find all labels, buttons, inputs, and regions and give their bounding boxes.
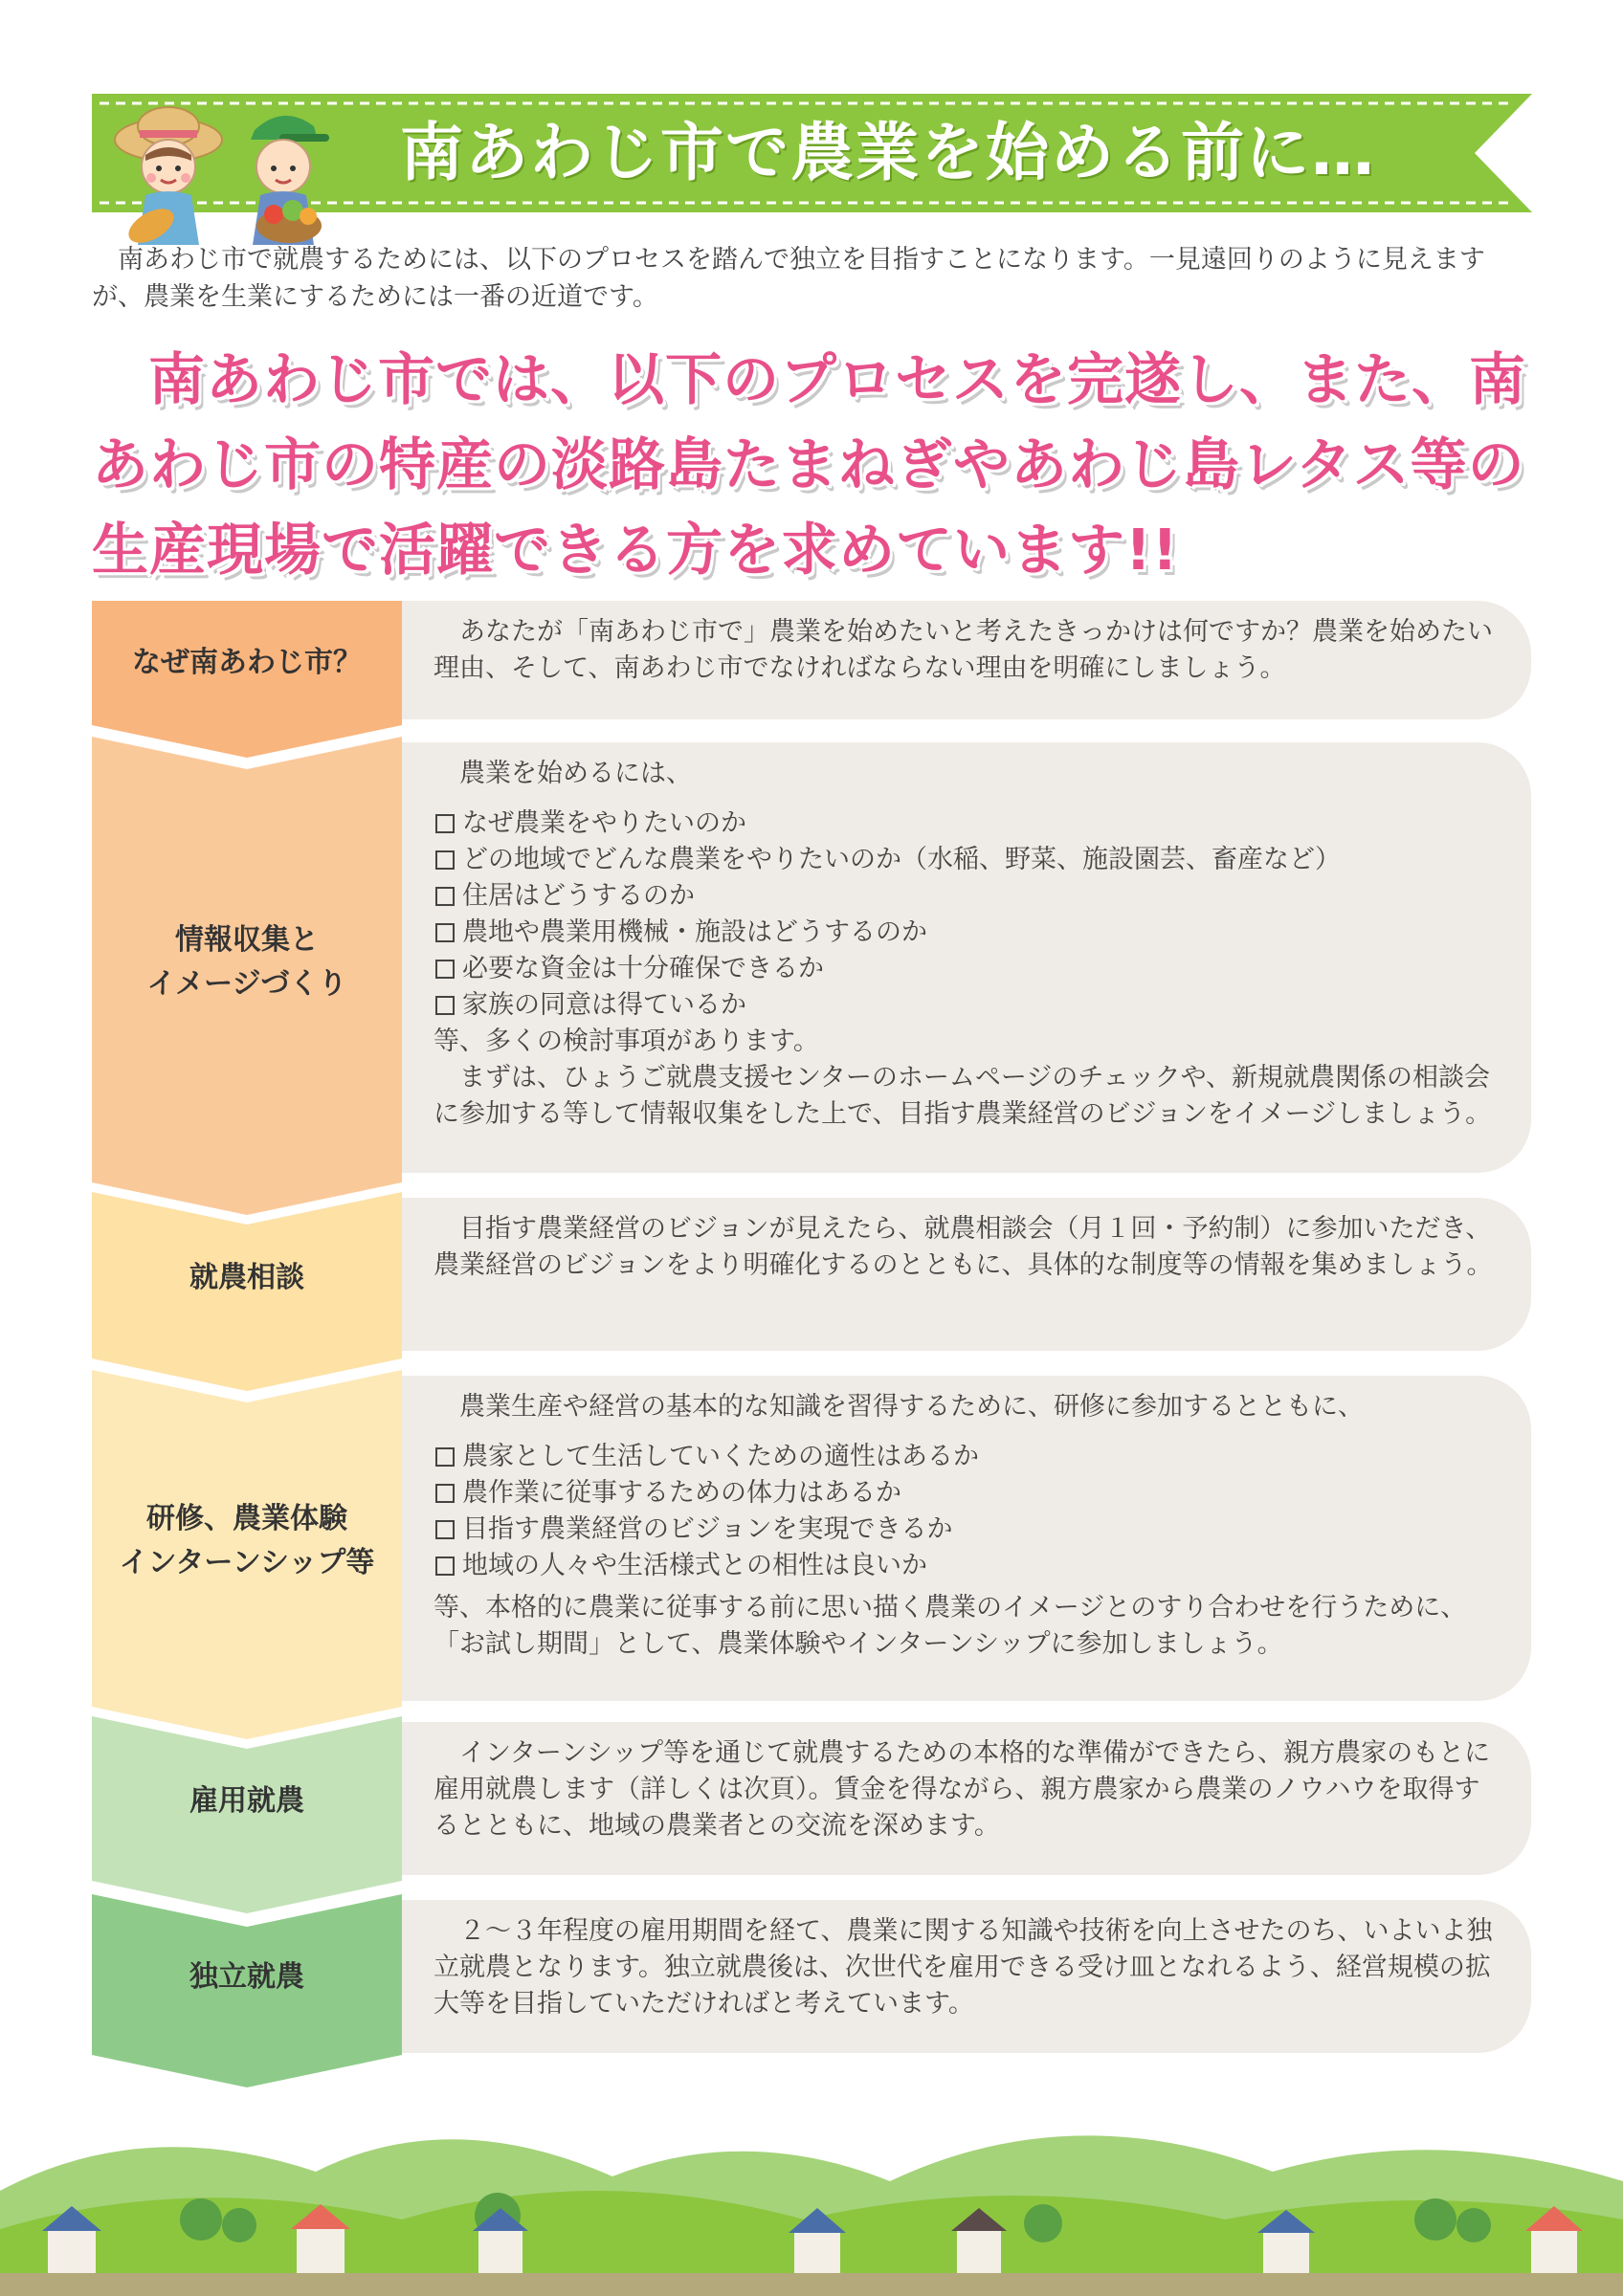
step-text: 目指す農業経営のビジョンが見えたら、就農相談会（月１回・予約制）に参加いただき、農業経営のビジョンをより明確化するのとともに、具体的な制度等の情報を集めましょう。 <box>434 1214 1493 1280</box>
header-banner <box>92 92 1532 214</box>
step-lead: 農業生産や経営の基本的な知識を習得するために、研修に参加するとともに、 <box>459 1392 1364 1422</box>
step-label-text: 情報収集と <box>174 923 319 957</box>
step-label-text: インターンシップ等 <box>119 1546 375 1579</box>
checklist-item: 住居はどうするのか <box>434 878 1497 915</box>
checkbox-icon <box>435 1447 455 1467</box>
step-label-1 <box>92 601 402 725</box>
checkbox-icon <box>435 1520 455 1539</box>
step-label-4 <box>92 1376 402 1707</box>
checkbox-icon <box>435 887 455 906</box>
step-label-6 <box>92 1900 402 2055</box>
step-label-text: なぜ南あわじ市？ <box>132 646 362 679</box>
step-text: ２～３年程度の雇用期間を経て、農業に関する知識や技術を向上させたのち、いよいよ独立就農となります。独立就農後は、次世代を雇用できる受け皿となれるよう、経営規模の拡大等を目指していただければと考えています。 <box>434 1916 1493 2019</box>
step-text: 等、多くの検討事項があります。 <box>434 1027 819 1056</box>
checklist-item: 農地や農業用機械・施設はどうするのか <box>434 915 1497 951</box>
step-box-3 <box>402 1198 1531 1351</box>
checkbox-icon <box>435 1556 455 1576</box>
checkbox-icon <box>435 923 455 942</box>
step-text: インターンシップ等を通じて就農するための本格的な準備ができたら、親方農家のもとに雇用就農します（詳しくは次頁）。賃金を得ながら、親方農家から農業のノウハウを取得するとともに、地域の農業者との交流を深めます。 <box>434 1738 1491 1841</box>
checkbox-icon <box>435 850 455 870</box>
step-box-5 <box>402 1722 1531 1875</box>
checklist-item: 家族の同意は得ているか <box>434 987 1497 1024</box>
countryside-landscape-illustration <box>0 2086 1623 2296</box>
step-label-text: 研修、農業体験 <box>145 1502 347 1535</box>
checklist-item: 農家として生活していくための適性はあるか <box>434 1439 1497 1475</box>
checkbox-icon <box>435 996 455 1015</box>
checklist-item: 農作業に従事するための体力はあるか <box>434 1475 1497 1512</box>
step-box-2 <box>402 742 1531 1173</box>
checkbox-icon <box>435 1484 455 1503</box>
step-label-5 <box>92 1722 402 1881</box>
checklist-item: なぜ農業をやりたいのか <box>434 806 1497 842</box>
step-box-1 <box>402 601 1531 719</box>
step-box-4 <box>402 1376 1531 1701</box>
page-title: 南あわじ市で農業を始める前に… <box>400 116 1376 189</box>
step-box-6 <box>402 1900 1531 2053</box>
step-label-text: イメージづくり <box>146 967 347 1001</box>
step-label-text: 雇用就農 <box>189 1784 304 1818</box>
checklist <box>434 1439 1497 1584</box>
checkbox-icon <box>435 814 455 833</box>
step-text: あなたが「南あわじ市で」農業を始めたいと考えたきっかけは何ですか？農業を始めたい理由、そして、南あわじ市でなければならない理由を明確にしましょう。 <box>434 617 1493 683</box>
step-label-2 <box>92 742 402 1182</box>
step-lead: 農業を始めるには、 <box>459 759 692 788</box>
step-text: 等、本格的に農業に従事する前に思い描く農業のイメージとのすり合わせを行うために、「お試し期間」として、農業体験やインターンシップに参加しましょう。 <box>434 1593 1467 1659</box>
step-label-text: 独立就農 <box>189 1960 304 1994</box>
checklist-item: どの地域でどんな農業をやりたいのか（水稲、野菜、施設園芸、畜産など） <box>434 842 1497 878</box>
checklist-item: 地域の人々や生活様式との相性は良いか <box>434 1548 1497 1584</box>
checkbox-icon <box>435 960 455 979</box>
step-text: まずは、ひょうご就農支援センターのホームページのチェックや、新規就農関係の相談会に参加する等して情報収集をした上で、目指す農業経営のビジョンをイメージしましょう。 <box>434 1063 1492 1129</box>
checklist <box>434 806 1497 1024</box>
checklist-item: 必要な資金は十分確保できるか <box>434 951 1497 987</box>
farmer-couple-illustration-icon <box>92 92 379 245</box>
step-label-text: 就農相談 <box>189 1261 304 1294</box>
headline: 南あわじ市では、以下のプロセスを完遂し、また、南あわじ市の特産の淡路島たまねぎやあわじ島レタス等の生産現場で活躍できる方を求めています!! <box>92 346 1527 583</box>
intro-text: 南あわじ市で就農するためには、以下のプロセスを踏んで独立を目指すことになります。一見遠回りのように見えますが、農業を生業にするためには一番の近道です。 <box>92 245 1485 312</box>
step-label-3 <box>92 1198 402 1358</box>
checklist-item: 目指す農業経営のビジョンを実現できるか <box>434 1512 1497 1548</box>
